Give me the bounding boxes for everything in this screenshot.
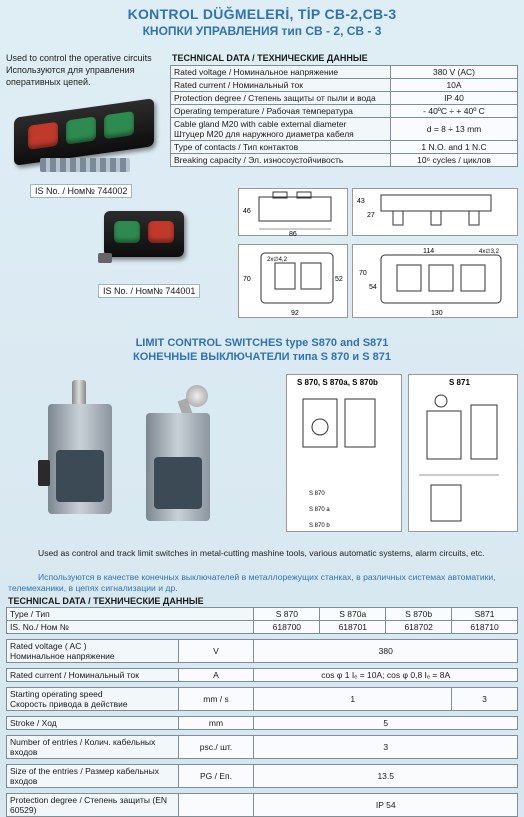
dim-46: 46 (243, 208, 251, 215)
cable-gland-icon (38, 460, 50, 486)
dim-52: 52 (335, 276, 343, 283)
holes-4x32: 4x∅3,2 (479, 249, 499, 255)
dim-130: 130 (431, 310, 443, 317)
type-s870a: S 870a (320, 608, 386, 621)
limit-row-value-s870: 1 (254, 688, 452, 711)
limit-row-value: 5 (254, 717, 518, 730)
cb3-housing (14, 98, 154, 166)
tech-row-value: d = 8 ÷ 13 mm (391, 118, 518, 141)
tech-row-label: Cable gland M20 with cable external diameter Штуцер М20 для наружного диаметра кабеля (171, 118, 391, 141)
limit-row-value: cos φ 1 Iₑ = 10A; cos φ 0,8 Iₑ = 8A (254, 669, 518, 682)
type-s870b: S 870b (386, 608, 452, 621)
page-header (0, 6, 524, 38)
red-button-icon (28, 122, 58, 150)
cb2-product-image (98, 205, 188, 275)
type-s871: S871 (452, 608, 518, 621)
limit-desc-ru: Используются в качестве конечных выключателей в металлорежущих станках, в различных системах автоматики, телемеханики, в цепях сигнализации и др. (8, 572, 496, 593)
switch-body (146, 413, 210, 521)
limit-row (7, 688, 518, 711)
tech-row (171, 92, 518, 105)
holes-2x42: 2x∅4,2 (267, 257, 287, 263)
isno-label: IS. No./ Ном № (7, 621, 254, 634)
sub-label-s870: S 870 (309, 491, 325, 497)
tech-row-label: Type of contacts / Тип контактов (171, 141, 391, 154)
s870-drawing (286, 374, 402, 532)
window-icon (154, 457, 202, 509)
switch-body (48, 404, 112, 514)
type-s870: S 870 (254, 608, 320, 621)
isno-618701: 618701 (320, 621, 386, 634)
tech-row-label: Breaking capacity / Эл. износоустойчивость (171, 154, 391, 167)
limit-row-value: 13.5 (254, 765, 518, 788)
limit-row (7, 669, 518, 682)
dim-27: 27 (367, 212, 375, 219)
limit-row (7, 765, 518, 788)
limit-row (7, 736, 518, 759)
tech-data-table (170, 65, 518, 167)
limit-row-label: Starting operating speed Скорость привода в действие (7, 688, 179, 711)
plunger-icon (72, 380, 86, 406)
window-icon (56, 450, 104, 502)
tech-row (171, 105, 518, 118)
limit-desc-en: Used as control and track limit switches in metal-cutting mashine tools, various automatic systems, alarm circuits, etc. (38, 548, 485, 558)
tech-row-value: - 40ºC ÷ + 40º C (391, 105, 518, 118)
side-view-drawing-cb3 (352, 188, 518, 236)
buttons-description (6, 52, 156, 88)
cb3-product-image (10, 100, 160, 180)
drawing-label-s871: S 871 (449, 378, 470, 387)
tech-row-value: 10⁶ cycles / циклов (391, 154, 518, 167)
cable-gland-icon (98, 253, 112, 263)
limit-table-title: TECHNICAL DATA / ТЕХНИЧЕСКИЕ ДАННЫЕ (8, 596, 204, 606)
desc-ru: Используются для управления оперативных цепей. (6, 65, 135, 87)
limit-row-label: Protection degree / Степень защиты (EN 60529) (7, 794, 179, 817)
limit-tech-table (6, 607, 518, 817)
green-button-icon (66, 116, 96, 144)
limit-row-label: Rated current / Номинальный ток (7, 669, 179, 682)
limit-row-value: IP 54 (254, 794, 518, 817)
tech-row-value: 1 N.O. and 1 N.C (391, 141, 518, 154)
isno-618702: 618702 (386, 621, 452, 634)
limit-row-value: 3 (254, 736, 518, 759)
s871-drawing (408, 374, 518, 532)
limit-row-value: 380 (254, 640, 518, 663)
dim-43: 43 (357, 198, 365, 205)
is-no-744001: IS No. / Ном№ 744001 (98, 284, 200, 298)
s870-product-image (38, 380, 128, 520)
limit-row-unit (178, 794, 254, 817)
cb2-housing (104, 211, 184, 257)
dim-86: 86 (289, 231, 297, 238)
limit-row-unit: V (178, 640, 254, 663)
dim-70: 70 (243, 276, 251, 283)
s871-product-image (140, 385, 230, 525)
side-view-drawing-cb2 (238, 188, 348, 236)
limit-row-label: Number of entries / Колич. кабельных входов (7, 736, 179, 759)
desc-en: Used to control the operative circuits (6, 53, 152, 63)
dim-70b: 70 (359, 270, 367, 277)
green-button-icon (104, 111, 134, 139)
limit-title-ru: КОНЕЧНЫЕ ВЫКЛЮЧАТЕЛИ типа S 870 и S 871 (133, 351, 391, 363)
top-view-drawing-cb3 (352, 244, 518, 318)
is-no-744002: IS No. / Ном№ 744002 (30, 184, 132, 198)
sub-label-s870a: S 870 a (309, 507, 330, 513)
red-button-icon (148, 221, 174, 243)
limit-row-unit: A (178, 669, 254, 682)
dim-92: 92 (291, 310, 299, 317)
tech-row-value: 10A (391, 79, 518, 92)
limit-row-label: Size of the entries / Размер кабельных входов (7, 765, 179, 788)
isno-618710: 618710 (452, 621, 518, 634)
tech-row-value: IP 40 (391, 92, 518, 105)
isno-618700: 618700 (254, 621, 320, 634)
limit-row (7, 640, 518, 663)
title-ru: КНОПКИ УПРАВЛЕНИЯ тип CB - 2, CB - 3 (142, 24, 382, 38)
type-label: Type / Тип (7, 608, 254, 621)
limit-row (7, 717, 518, 730)
limit-row-unit: mm (178, 717, 254, 730)
tech-row (171, 79, 518, 92)
drawing-label-s870: S 870, S 870a, S 870b (297, 378, 378, 387)
tech-row (171, 118, 518, 141)
top-view-drawing-cb2 (238, 244, 348, 318)
tech-row-label: Operating temperature / Рабочая температура (171, 105, 391, 118)
limit-title-en: LIMIT CONTROL SWITCHES type S870 and S871 (135, 337, 389, 349)
dim-54: 54 (369, 284, 377, 291)
title-tr: KONTROL DÜĞMELERİ, TİP CB-2,CB-3 (127, 6, 397, 22)
limit-row-value-s871: 3 (452, 688, 518, 711)
roller-icon (186, 385, 208, 407)
limit-switches-title (0, 336, 524, 364)
limit-row-unit: psc./ шт. (178, 736, 254, 759)
limit-row-unit: mm / s (178, 688, 254, 711)
tech-row-label: Protection degree / Степень защиты от пыли и вода (171, 92, 391, 105)
limit-row-unit: PG / Еп. (178, 765, 254, 788)
cable-glands-icon (40, 158, 130, 172)
tech-row (171, 141, 518, 154)
tech-row-label: Rated current / Номинальный ток (171, 79, 391, 92)
tech-data-title: TECHNICAL DATA / ТЕХНИЧЕСКИЕ ДАННЫЕ (172, 53, 368, 63)
tech-row (171, 66, 518, 79)
sub-label-s870b: S 870 b (309, 523, 330, 529)
tech-row-label: Rated voltage / Номинальное напряжение (171, 66, 391, 79)
limit-row-label: Rated voltage ( AC ) Номинальное напряжение (7, 640, 179, 663)
tech-row (171, 154, 518, 167)
limit-row-label: Stroke / Ход (7, 717, 179, 730)
dim-114: 114 (423, 248, 435, 255)
limit-row (7, 794, 518, 817)
tech-row-value: 380 V (AC) (391, 66, 518, 79)
green-button-icon (114, 221, 140, 243)
